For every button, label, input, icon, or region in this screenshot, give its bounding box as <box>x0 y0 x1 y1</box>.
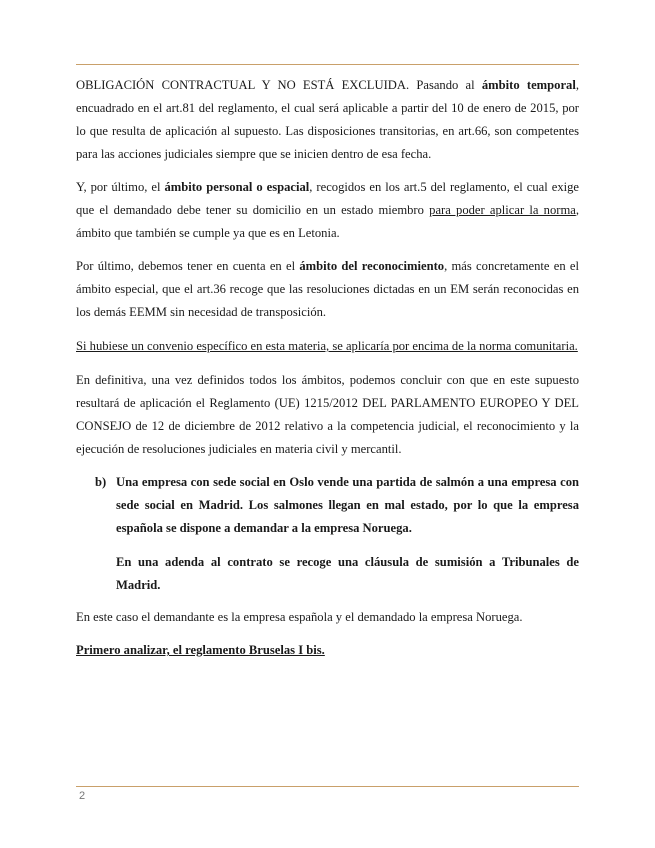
underlined-phrase: para poder aplicar la norma <box>429 203 576 217</box>
question-text: Una empresa con sede social en Oslo vende una partida de salmón a una empresa con sede social en Madrid. Los salmones llegan en mal estado, por lo que la empresa española se dispone a demandar a la empresa Noruega. <box>116 475 579 535</box>
list-marker: b) <box>95 475 107 489</box>
bold-term: ámbito del reconocimiento <box>299 259 445 273</box>
paragraph-partes: En este caso el demandante es la empresa española y el demandado la empresa Noruega. <box>76 610 523 624</box>
page-number: 2 <box>79 790 86 802</box>
question-addendum: En una adenda al contrato se recoge una cláusula de sumisión a Tribunales de Madrid. <box>116 555 579 592</box>
bold-term: ámbito temporal <box>481 78 576 92</box>
paragraph-ambito-reconocimiento <box>76 255 579 324</box>
paragraph-conclusion: En definitiva, una vez definidos todos los ámbitos, podemos concluir con que en este supuesto resultará de aplicación el Reglamento (UE) 1215/2012 DEL PARLAMENTO EUROPEO Y DEL CONSEJO de 12 de diciembre de 2012 relativo a la competencia judicial, el reconocimiento y la ejecución de resoluciones judiciales en materia civil y mercantil. <box>76 373 579 456</box>
text-run: , ámbito que también se cumple ya que es en Letonia. <box>76 203 579 240</box>
paragraph-ambito-temporal <box>76 74 579 166</box>
text-run: , encuadrado en el art.81 del reglamento, el cual será aplicable a partir del 10 de enero de 2015, por lo que resulta de aplicación al supuesto. Las disposiciones transitorias, en art.66, son competentes para las acciones judiciales siempre que se inicien dentro de esa fecha. <box>76 78 580 161</box>
footer-rule <box>76 786 579 787</box>
text-run: , más concretamente en el ámbito especial, que el art.36 recoge que las resoluciones dictadas en un EM serán reconocidas en los demás EEMM sin necesidad de transposición. <box>76 259 579 319</box>
underlined-sentence: Si hubiese un convenio específico en esta materia, se aplicaría por encima de la norma comunitaria. <box>76 339 578 353</box>
question-list <box>76 471 579 597</box>
text-run: OBLIGACIÓN CONTRACTUAL Y NO ESTÁ EXCLUIDA. Pasando al <box>76 78 482 92</box>
question-item-b <box>95 471 579 597</box>
bold-term: ámbito personal o espacial <box>164 180 310 194</box>
paragraph-ambito-personal <box>76 176 579 245</box>
text-run: Y, por último, el <box>76 180 165 194</box>
text-run: Por último, debemos tener en cuenta en el <box>76 259 300 273</box>
bold-underlined-heading: Primero analizar, el reglamento Bruselas I bis. <box>76 643 325 657</box>
paragraph-convenio <box>76 335 579 358</box>
header-rule <box>76 64 579 65</box>
paragraph-heading-bruselas <box>76 639 579 662</box>
text-run: , recogidos en los art.5 del reglamento, el cual exige que el demandado debe tener su domicilio en un estado miembro <box>76 180 579 217</box>
page-body <box>76 74 579 662</box>
